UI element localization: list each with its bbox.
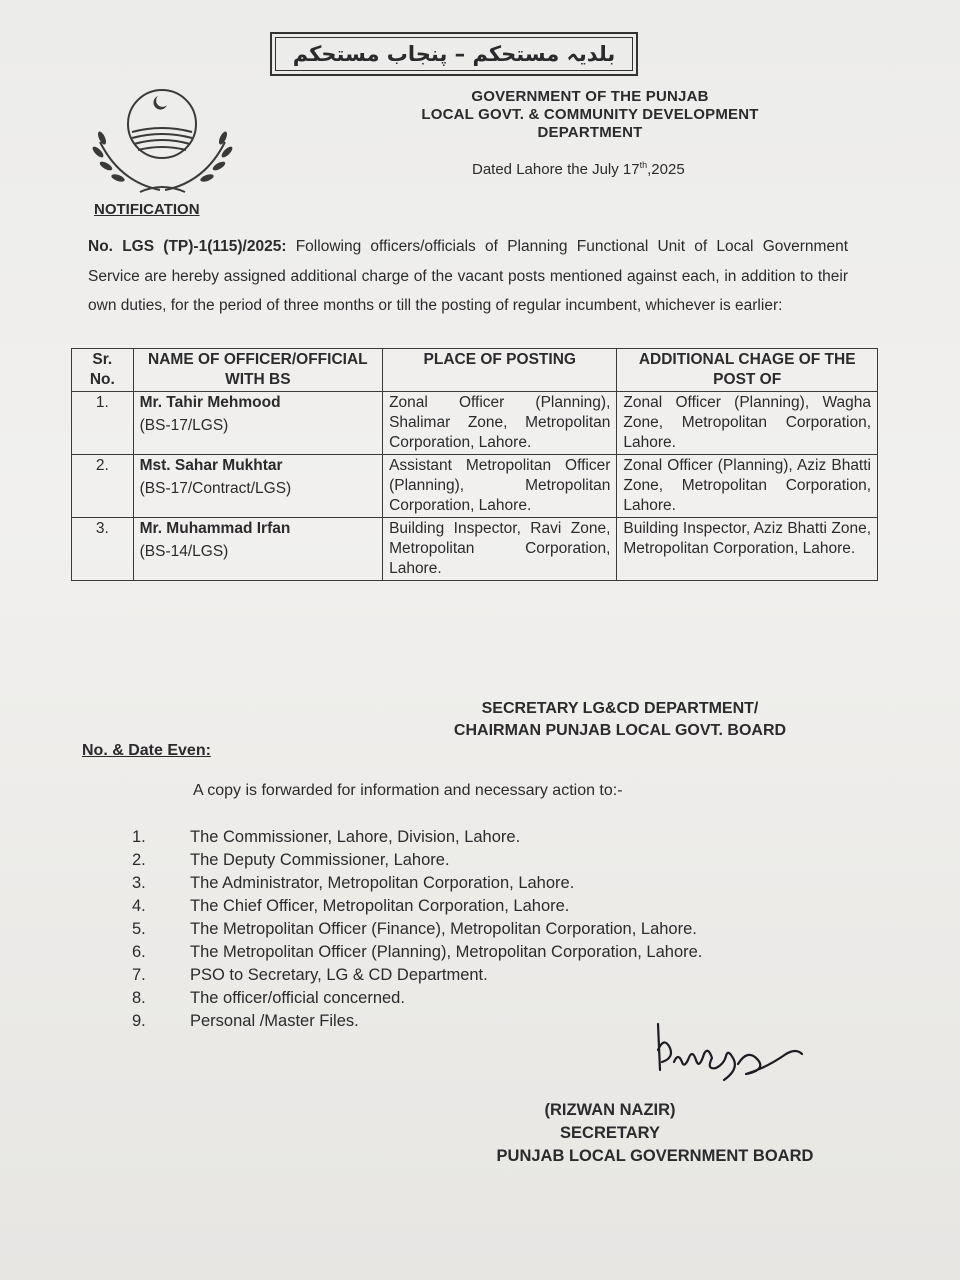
notification-title: NOTIFICATION [94, 201, 200, 218]
list-item-text: The officer/official concerned. [190, 989, 405, 1007]
list-item [120, 1010, 702, 1033]
table-row [72, 455, 878, 518]
list-item-number: 5. [132, 920, 146, 938]
row-sr: 1. [72, 392, 134, 455]
header-name: NAME OF OFFICER/OFFICIAL WITH BS [133, 349, 382, 392]
punjab-government-emblem [80, 82, 245, 202]
table-row [72, 518, 878, 581]
officer-name: Mst. Sahar Mukhtar [139, 457, 283, 474]
row-place: Assistant Metropolitan Officer (Planning), Metropolitan Corporation, Lahore. [383, 455, 617, 518]
row-place: Building Inspector, Ravi Zone, Metropolitan Corporation, Lahore. [383, 518, 617, 581]
row-officer [133, 392, 382, 455]
table-header-row [72, 349, 878, 392]
list-item-text: PSO to Secretary, LG & CD Department. [190, 966, 488, 984]
list-item-text: The Administrator, Metropolitan Corporation, Lahore. [190, 874, 575, 892]
list-item-text: The Metropolitan Officer (Finance), Metropolitan Corporation, Lahore. [190, 920, 697, 938]
signatory-block [460, 1099, 850, 1168]
list-item-number: 1. [132, 828, 146, 846]
list-item [120, 826, 702, 849]
motto-box [270, 32, 638, 76]
list-item-text: The Deputy Commissioner, Lahore. [190, 851, 450, 869]
list-item [120, 872, 702, 895]
list-item-number: 6. [132, 943, 146, 961]
list-item-text: The Metropolitan Officer (Planning), Metropolitan Corporation, Lahore. [190, 943, 703, 961]
list-item-number: 3. [132, 874, 146, 892]
postings-table [71, 348, 878, 581]
list-item-text: Personal /Master Files. [190, 1012, 359, 1030]
list-item [120, 918, 702, 941]
secretary-title [420, 698, 820, 742]
secretary-title-line-2: CHAIRMAN PUNJAB LOCAL GOVT. BOARD [453, 722, 787, 739]
list-item [120, 964, 702, 987]
signatory-board: PUNJAB LOCAL GOVERNMENT BOARD [496, 1147, 814, 1165]
header-additional: ADDITIONAL CHAGE OF THE POST OF [617, 349, 878, 392]
row-officer [133, 455, 382, 518]
row-additional: Zonal Officer (Planning), Aziz Bhatti Zone, Metropolitan Corporation, Lahore. [617, 455, 878, 518]
officer-name: Mr. Muhammad Irfan [139, 520, 291, 537]
ref-label: No. [88, 238, 113, 255]
officer-bs: (BS-14/LGS) [139, 543, 229, 560]
date-suffix: th [639, 160, 648, 170]
signatory-name: (RIZWAN NAZIR) [544, 1101, 676, 1119]
header-place: PLACE OF POSTING [383, 349, 617, 392]
list-item-number: 4. [132, 897, 146, 915]
date-prefix: Dated Lahore the July 17 [472, 161, 640, 178]
date-year: ,2025 [647, 161, 685, 178]
ref-number: LGS (TP)-1(115)/2025: [122, 238, 287, 255]
list-item-number: 2. [132, 851, 146, 869]
department-header [380, 88, 800, 142]
motto-text: بلدیہ مستحکم – پنجاب مستحکم [275, 37, 633, 71]
body-text: Following officers/officials of Planning Functional Unit of Local Government Service are hereby assigned additional charge of the vacant posts mentioned against each, in addition to their own duties, for the period of three months or till the posting of regular incumbent, whichever is earlier: [88, 238, 848, 314]
row-sr: 3. [72, 518, 134, 581]
list-item-text: The Commissioner, Lahore, Division, Lahore. [190, 828, 521, 846]
list-item [120, 941, 702, 964]
row-sr: 2. [72, 455, 134, 518]
row-additional: Building Inspector, Aziz Bhatti Zone, Metropolitan Corporation, Lahore. [617, 518, 878, 581]
officer-name: Mr. Tahir Mehmood [139, 394, 281, 411]
officer-bs: (BS-17/LGS) [139, 417, 229, 434]
table-row [72, 392, 878, 455]
secretary-title-line-1: SECRETARY LG&CD DEPARTMENT/ [481, 700, 759, 717]
header-line-2: LOCAL GOVT. & COMMUNITY DEVELOPMENT [421, 106, 759, 123]
signatory-designation: SECRETARY [560, 1124, 660, 1142]
notification-body [88, 232, 848, 321]
officer-bs: (BS-17/Contract/LGS) [139, 480, 292, 497]
even-label: No. & Date Even: [82, 742, 211, 759]
list-item-number: 8. [132, 989, 146, 1007]
date-line [472, 160, 685, 178]
header-sr: Sr. No. [72, 349, 134, 392]
row-place: Zonal Officer (Planning), Shalimar Zone, Metropolitan Corporation, Lahore. [383, 392, 617, 455]
copy-intro: A copy is forwarded for information and necessary action to:- [193, 782, 623, 799]
distribution-list [120, 826, 702, 1033]
list-item [120, 987, 702, 1010]
handwritten-signature [650, 1020, 815, 1092]
list-item-number: 7. [132, 966, 146, 984]
list-item-number: 9. [132, 1012, 146, 1030]
header-line-3: DEPARTMENT [537, 124, 643, 141]
header-line-1: GOVERNMENT OF THE PUNJAB [471, 88, 709, 105]
list-item [120, 849, 702, 872]
row-additional: Zonal Officer (Planning), Wagha Zone, Metropolitan Corporation, Lahore. [617, 392, 878, 455]
list-item-text: The Chief Officer, Metropolitan Corporation, Lahore. [190, 897, 570, 915]
row-officer [133, 518, 382, 581]
list-item [120, 895, 702, 918]
